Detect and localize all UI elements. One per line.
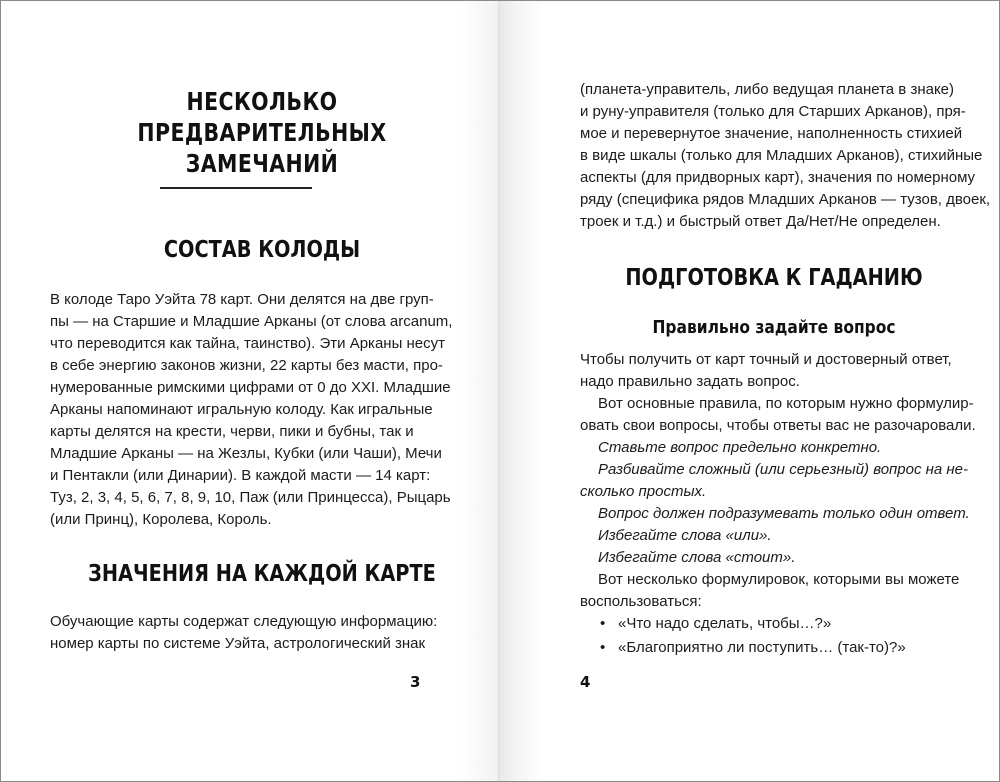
text-line: мое и перевернутое значение, наполненность стихией — [580, 125, 963, 142]
text-line: (планета-управитель, либо ведущая планета в знаке) — [580, 81, 955, 98]
text-line: в себе энергию законов жизни, 22 карты без масти, про- — [50, 357, 443, 374]
text-line: В колоде Таро Уэйта 78 карт. Они делятся на две груп- — [50, 291, 434, 308]
section-heading-card-values: ЗНАЧЕНИЯ НА КАЖДОЙ КАРТЕ — [88, 561, 436, 587]
text-line: Обучающие карты содержат следующую информацию: — [50, 613, 438, 630]
text-line: Вот основные правила, по которым нужно формулир- — [598, 395, 974, 412]
section-heading-deck: СОСТАВ КОЛОДЫ — [163, 237, 361, 263]
text-line: Младшие Арканы — на Жезлы, Кубки (или Чаши), Мечи — [50, 445, 442, 462]
text-line: (или Принц), Королева, Король. — [50, 511, 272, 528]
subheading-ask-question: Правильно задайте вопрос — [652, 317, 896, 338]
text-line: Чтобы получить от карт точный и достоверный ответ, — [580, 351, 952, 368]
chapter-title-line: ЗАМЕЧАНИЙ — [185, 149, 339, 178]
section-heading-preparation: ПОДГОТОВКА К ГАДАНИЮ — [625, 265, 923, 291]
page-number: 3 — [410, 673, 421, 691]
chapter-title — [87, 86, 438, 179]
text-line: и Пентакли (или Динарии). В каждой масти — 14 карт: — [50, 467, 431, 484]
rule-line: Избегайте слова «или». — [598, 527, 772, 544]
text-line: аспекты (для придворных карт), значения по номерному — [580, 169, 976, 186]
text-line: и руну-управителя (только для Старших Арканов), пря- — [580, 103, 966, 120]
text-line: воспользоваться: — [580, 593, 702, 610]
text-line: надо правильно задать вопрос. — [580, 373, 800, 390]
right-page — [500, 0, 1000, 782]
text-line: Вот несколько формулировок, которыми вы можете — [598, 571, 960, 588]
bullet-icon: • — [600, 615, 606, 632]
text-line: что переводится как тайна, таинство). Эти Арканы несут — [50, 335, 446, 352]
rule-line: сколько простых. — [580, 483, 707, 500]
bullet-text: «Благоприятно ли поступить… (так-то)?» — [618, 639, 906, 656]
text-line: номер карты по системе Уэйта, астрологический знак — [50, 635, 426, 652]
text-line: Арканы напоминают игральную колоду. Как игральные — [50, 401, 433, 418]
bullet-text: «Что надо сделать, чтобы…?» — [618, 615, 832, 632]
rule-line: Вопрос должен подразумевать только один ответ. — [598, 505, 970, 522]
rule-line: Ставьте вопрос предельно конкретно. — [598, 439, 882, 456]
bullet-icon: • — [600, 639, 606, 656]
text-line: пы — на Старшие и Младшие Арканы (от слова arcanum, — [50, 313, 453, 330]
text-line: нумерованные римскими цифрами от 0 до XXI. Младшие — [50, 379, 451, 396]
text-line: овать свои вопросы, чтобы ответы вас не разочаровали. — [580, 417, 976, 434]
chapter-title-line: НЕСКОЛЬКО — [186, 87, 338, 116]
text-line: Туз, 2, 3, 4, 5, 6, 7, 8, 9, 10, Паж (или Принцесса), Рыцарь — [50, 489, 451, 506]
text-line: троек и т.д.) и быстрый ответ Да/Нет/Не определен. — [580, 213, 941, 230]
rule-line: Избегайте слова «стоит». — [598, 549, 796, 566]
text-line: в виде шкалы (только для Младших Арканов), стихийные — [580, 147, 983, 164]
text-line: ряду (специфика рядов Младших Арканов — тузов, двоек, — [580, 191, 991, 208]
chapter-title-underline — [160, 187, 312, 189]
rule-line: Разбивайте сложный (или серьезный) вопрос на не- — [598, 461, 969, 478]
chapter-title-line: ПРЕДВАРИТЕЛЬНЫХ — [137, 118, 387, 147]
page-number: 4 — [580, 673, 591, 691]
text-line: карты делятся на крести, черви, пики и бубны, так и — [50, 423, 414, 440]
